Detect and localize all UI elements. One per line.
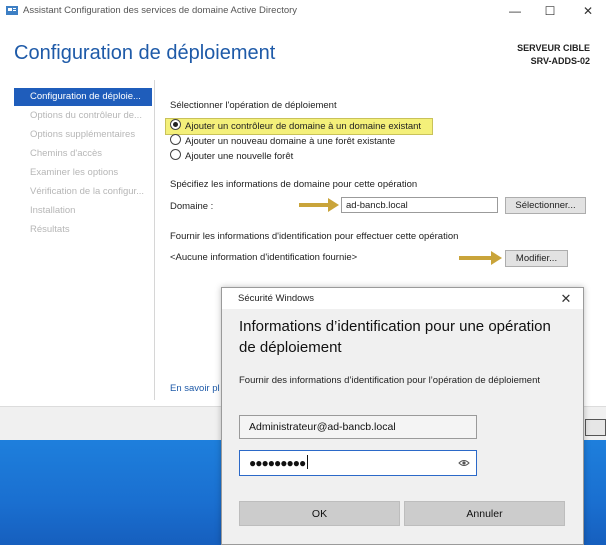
sidebar-item-installation[interactable]: Installation xyxy=(30,205,76,216)
sidebar-item-review-options[interactable]: Examiner les options xyxy=(30,167,119,178)
dialog-description: Fournir des informations d’identification pour l’opération de déploiement xyxy=(239,375,541,386)
dialog-title: Sécurité Windows xyxy=(238,293,315,304)
password-mask: ●●●●●●●●● xyxy=(249,456,306,470)
target-server-label: SERVEUR CIBLE xyxy=(517,43,590,53)
sidebar-item-results[interactable]: Résultats xyxy=(30,224,70,235)
domain-info-heading: Spécifiez les informations de domaine pour cette opération xyxy=(170,179,418,190)
sidebar-item-prerequisites[interactable]: Vérification de la configur... xyxy=(30,186,145,197)
radio-add-domain-existing-forest[interactable] xyxy=(170,134,395,148)
text-caret xyxy=(307,455,308,469)
radio-label: Ajouter une nouvelle forêt xyxy=(185,151,294,162)
learn-more-link[interactable]: En savoir pl xyxy=(170,383,220,394)
sidebar-nav xyxy=(14,86,154,396)
app-icon xyxy=(6,5,18,16)
sidebar-item-additional-options[interactable]: Options supplémentaires xyxy=(30,129,136,140)
target-server-name: SRV-ADDS-02 xyxy=(530,56,590,66)
radio-add-new-forest[interactable] xyxy=(170,149,293,163)
operation-heading: Sélectionner l'opération de déploiement xyxy=(170,100,337,111)
security-dialog xyxy=(221,287,584,545)
dialog-title-bar xyxy=(222,288,583,309)
username-field[interactable]: Administrateur@ad-bancb.local xyxy=(239,415,477,439)
credentials-status: <Aucune information d'identification fournie> xyxy=(170,252,358,263)
sidebar-item-paths[interactable]: Chemins d'accès xyxy=(30,148,103,159)
credentials-heading: Fournir les informations d'identification pour effectuer cette opération xyxy=(170,231,459,242)
ok-button[interactable]: OK xyxy=(239,501,400,526)
radio-selected-icon[interactable] xyxy=(170,119,181,130)
sidebar-divider xyxy=(154,80,155,400)
cancel-button[interactable]: Annuler xyxy=(404,501,565,526)
footer-button-partial[interactable] xyxy=(585,419,606,436)
radio-icon[interactable] xyxy=(170,134,181,145)
title-bar xyxy=(0,0,606,22)
minimize-icon[interactable]: — xyxy=(509,4,521,18)
modify-credentials-button[interactable]: Modifier... xyxy=(505,250,568,267)
radio-add-dc-existing-domain[interactable] xyxy=(170,119,421,133)
select-domain-button[interactable]: Sélectionner... xyxy=(505,197,586,214)
domain-input[interactable]: ad-bancb.local xyxy=(341,197,498,213)
page-title: Configuration de déploiement xyxy=(14,42,276,64)
close-icon[interactable]: ✕ xyxy=(582,4,594,18)
sidebar-item-dc-options[interactable]: Options du contrôleur de... xyxy=(30,110,142,121)
dialog-heading: Informations d’identification pour une opération de déploiement xyxy=(239,318,551,356)
maximize-icon[interactable]: ☐ xyxy=(544,4,556,18)
sidebar-item-deployment-config[interactable]: Configuration de déploie... xyxy=(14,88,152,106)
domain-label: Domaine : xyxy=(170,201,214,212)
password-field[interactable] xyxy=(239,450,477,476)
window-title: Assistant Configuration des services de domaine Active Directory xyxy=(23,5,298,16)
eye-reveal-icon[interactable] xyxy=(458,459,470,467)
radio-icon[interactable] xyxy=(170,149,181,160)
radio-label: Ajouter un contrôleur de domaine à un domaine existant xyxy=(185,121,422,132)
dialog-close-icon[interactable]: ✕ xyxy=(560,291,572,306)
radio-label: Ajouter un nouveau domaine à une forêt existante xyxy=(185,136,396,147)
